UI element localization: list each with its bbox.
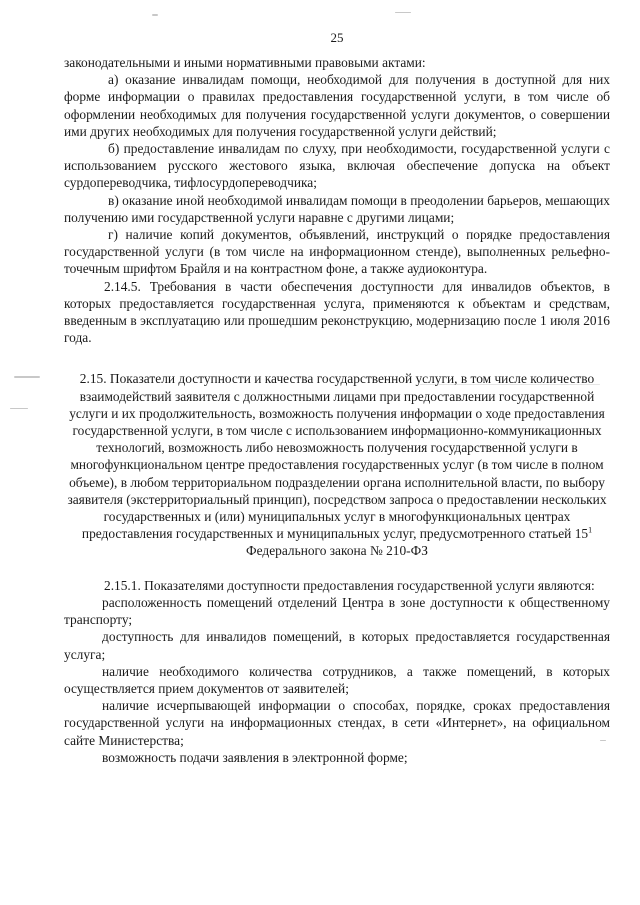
section-heading-superscript: 1 xyxy=(588,525,593,535)
scan-speck xyxy=(14,376,40,378)
paragraph-continuation: законодательными и иными нормативными правовыми актами: xyxy=(64,55,426,70)
indicator-information: наличие исчерпывающей информации о способах, порядке, сроках предоставления государственной услуги на информационных стендах, в сети «Интернет», на официальном сайте Министерства; xyxy=(64,698,610,748)
indicator-disabled-access: доступность для инвалидов помещений, в которых предоставляется государственная услуга; xyxy=(64,629,610,662)
paragraph-2-14-5: 2.14.5. Требования в части обеспечения доступности для инвалидов объектов, в которых предоставляется государственная услуга, применяются к объектам и средствам, введенным в эксплуатацию или прошедшим реконструкцию, модернизацию после 1 июля 2016 года. xyxy=(64,278,610,346)
paragraph-item-b: б) предоставление инвалидам по слуху, при необходимости, государственной услуги с использованием русского жестового языка, включая обеспечение допуска на объект сурдопереводчика, тифлосурдопереводчика; xyxy=(64,141,610,191)
paragraph-item-a: а) оказание инвалидам помощи, необходимой для получения в доступной для них форме информации о правилах предоставления государственной услуги, в том числе об оформлении необходимых для получения государственной услуги документов, о совершении ими других необходимых для получения государственной услуги действий; xyxy=(64,72,610,139)
scan-speck xyxy=(600,740,606,741)
section-heading-tail: Федерального закона № 210-ФЗ xyxy=(246,543,428,559)
section-heading-2-15 xyxy=(64,370,610,559)
paragraph-item-g: г) наличие копий документов, объявлений, инструкций о порядке предоставления государственной услуги (в том числе на информационном стенде), выполненных рельефно-точечным шрифтом Брайля и на контрастном фоне, а также аудиоконтура. xyxy=(64,227,610,277)
paragraph-2-15-1: 2.15.1. Показателями доступности предоставления государственной услуги являются: xyxy=(104,577,595,593)
page-number: 25 xyxy=(330,30,344,45)
scan-speck xyxy=(395,12,411,13)
section-gap xyxy=(64,560,610,577)
indicator-electronic-form: возможность подачи заявления в электронной форме; xyxy=(102,749,408,765)
scan-speck xyxy=(152,14,158,16)
paragraph-item-v: в) оказание иной необходимой инвалидам помощи в преодолении барьеров, мешающих получению ими государственной услуги наравне с другими лицами; xyxy=(64,192,610,225)
indicator-transport: расположенность помещений отделений Центра в зоне доступности к общественному транспорту; xyxy=(64,594,610,628)
scan-speck xyxy=(420,384,600,385)
scan-speck xyxy=(10,408,28,409)
indicator-staff: наличие необходимого количества сотрудников, а также помещений, в которых осуществляется прием документов от заявителей; xyxy=(64,663,610,696)
section-heading-text: 2.15. Показатели доступности и качества государственной услуги, в том числе количество взаимодействий заявителя с должностными лицами при предоставлении государственной услуги и их продолжительность, возможность получения информации о ходе предоставления государственной услуги, в том числе с использованием информационно-коммуникационных технологий, возможность либо невозможность получения государственной услуги в многофункциональном центре предоставления государственных услуг (в том числе в полном объеме), в любом территориальном подразделении органа исполнительной власти, по выбору заявителя (экстерриториальный принцип), посредством запроса о предоставлении нескольких государственных и (или) муниципальных услуг в многофункциональных центрах предоставления государственных и муниципальных услуг, предусмотренного статьей 15 xyxy=(67,371,607,542)
